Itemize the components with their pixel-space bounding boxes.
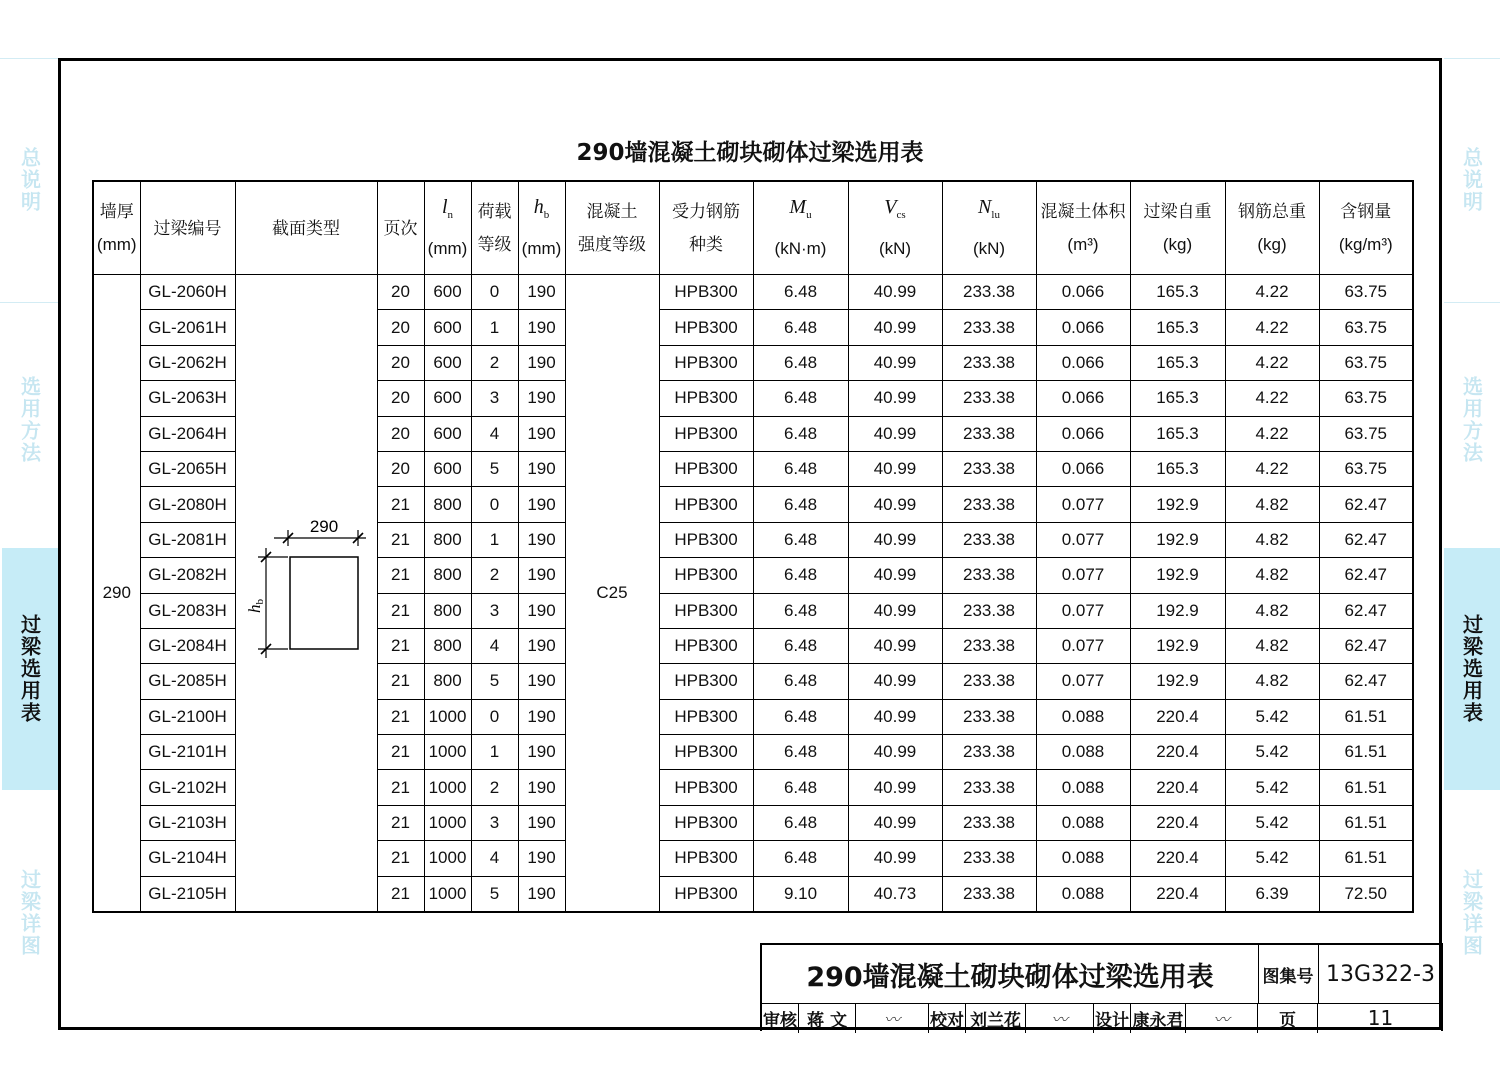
header-concrete-volume: 混凝土体积 (m³) — [1036, 181, 1130, 275]
cell-rebar: HPB300 — [659, 522, 753, 557]
cell-ratio: 62.47 — [1319, 593, 1413, 628]
cell-ln: 800 — [424, 558, 471, 593]
wall-thickness-cell: 290 — [93, 275, 140, 913]
cell-load: 0 — [471, 699, 518, 734]
cell-rebar: HPB300 — [659, 664, 753, 699]
cell-mu: 6.48 — [753, 664, 848, 699]
cell-weight: 220.4 — [1130, 876, 1225, 912]
cell-volume: 0.066 — [1036, 275, 1130, 310]
cell-mu: 6.48 — [753, 275, 848, 310]
review-signature: 〰 — [856, 1003, 929, 1033]
header-steel-weight: 钢筋总重 (kg) — [1225, 181, 1319, 275]
cell-nlu: 233.38 — [942, 558, 1036, 593]
table-body — [93, 275, 1413, 913]
cell-ln: 600 — [424, 381, 471, 416]
header-hb: $h_b$ (mm) — [518, 181, 565, 275]
cell-rebar: HPB300 — [659, 558, 753, 593]
cell-steel: 4.82 — [1225, 522, 1319, 557]
cell-load: 2 — [471, 770, 518, 805]
cell-ratio: 62.47 — [1319, 487, 1413, 522]
cell-code: GL-2103H — [140, 805, 235, 840]
cell-mu: 6.48 — [753, 345, 848, 380]
cell-page: 21 — [377, 770, 424, 805]
cell-page: 21 — [377, 522, 424, 557]
cell-vcs: 40.99 — [848, 593, 942, 628]
cell-rebar: HPB300 — [659, 735, 753, 770]
cell-mu: 6.48 — [753, 381, 848, 416]
check-signature: 〰 — [1026, 1003, 1094, 1033]
cell-volume: 0.088 — [1036, 876, 1130, 912]
cell-page: 21 — [377, 628, 424, 663]
cell-steel: 4.82 — [1225, 628, 1319, 663]
cell-volume: 0.088 — [1036, 770, 1130, 805]
cell-ln: 1000 — [424, 805, 471, 840]
cell-steel: 5.42 — [1225, 735, 1319, 770]
cell-vcs: 40.99 — [848, 664, 942, 699]
concrete-grade-cell: C25 — [565, 275, 659, 913]
cell-ratio: 63.75 — [1319, 416, 1413, 451]
cell-weight: 165.3 — [1130, 275, 1225, 310]
side-tab-table[interactable]: 过梁选用表 — [2, 548, 58, 790]
cell-nlu: 233.38 — [942, 805, 1036, 840]
cell-hb: 190 — [518, 522, 565, 557]
cell-hb: 190 — [518, 735, 565, 770]
cell-vcs: 40.99 — [848, 416, 942, 451]
cell-volume: 0.066 — [1036, 451, 1130, 486]
cell-vcs: 40.99 — [848, 487, 942, 522]
cell-code: GL-2063H — [140, 381, 235, 416]
atlas-number-value: 13G322-3 — [1318, 945, 1443, 1004]
cell-mu: 6.48 — [753, 593, 848, 628]
cell-vcs: 40.73 — [848, 876, 942, 912]
cell-mu: 6.48 — [753, 628, 848, 663]
cell-volume: 0.077 — [1036, 628, 1130, 663]
cell-nlu: 233.38 — [942, 381, 1036, 416]
cell-ratio: 63.75 — [1319, 275, 1413, 310]
cell-page: 20 — [377, 416, 424, 451]
cell-page: 21 — [377, 735, 424, 770]
cell-weight: 192.9 — [1130, 628, 1225, 663]
section-height-label: hb — [244, 599, 266, 614]
cell-vcs: 40.99 — [848, 381, 942, 416]
side-tab-method-right[interactable]: 选用方法 — [1459, 376, 1484, 464]
cell-ln: 1000 — [424, 770, 471, 805]
cell-code: GL-2065H — [140, 451, 235, 486]
cell-hb: 190 — [518, 841, 565, 876]
side-divider — [0, 302, 58, 303]
title-block-title: 290墙混凝土砌块砌体过梁选用表 — [762, 945, 1259, 1004]
cell-page: 21 — [377, 664, 424, 699]
cell-ratio: 61.51 — [1319, 805, 1413, 840]
cell-load: 3 — [471, 805, 518, 840]
cell-ln: 600 — [424, 345, 471, 380]
cell-nlu: 233.38 — [942, 487, 1036, 522]
cell-nlu: 233.38 — [942, 699, 1036, 734]
cell-mu: 6.48 — [753, 310, 848, 345]
cell-vcs: 40.99 — [848, 770, 942, 805]
cell-code: GL-2082H — [140, 558, 235, 593]
cell-steel: 4.22 — [1225, 275, 1319, 310]
cell-load: 3 — [471, 381, 518, 416]
cell-nlu: 233.38 — [942, 841, 1036, 876]
cell-volume: 0.077 — [1036, 593, 1130, 628]
review-label: 审核 — [762, 1003, 799, 1033]
cell-nlu: 233.38 — [942, 345, 1036, 380]
cell-nlu: 233.38 — [942, 522, 1036, 557]
header-wall-thickness: 墙厚 (mm) — [93, 181, 140, 275]
cell-ratio: 62.47 — [1319, 628, 1413, 663]
cell-vcs: 40.99 — [848, 628, 942, 663]
cell-volume: 0.088 — [1036, 699, 1130, 734]
cell-weight: 165.3 — [1130, 451, 1225, 486]
cell-nlu: 233.38 — [942, 593, 1036, 628]
cell-nlu: 233.38 — [942, 735, 1036, 770]
section-diagram — [236, 518, 377, 668]
page-title: 290墙混凝土砌块砌体过梁选用表 — [576, 140, 924, 166]
cell-ln: 1000 — [424, 735, 471, 770]
cell-weight: 165.3 — [1130, 310, 1225, 345]
cell-hb: 190 — [518, 345, 565, 380]
cell-ln: 600 — [424, 451, 471, 486]
cell-load: 5 — [471, 451, 518, 486]
cell-weight: 220.4 — [1130, 841, 1225, 876]
cell-steel: 5.42 — [1225, 699, 1319, 734]
cell-mu: 6.48 — [753, 487, 848, 522]
cell-hb: 190 — [518, 876, 565, 912]
cell-rebar: HPB300 — [659, 275, 753, 310]
page-label: 页 — [1258, 1003, 1318, 1033]
cell-volume: 0.066 — [1036, 381, 1130, 416]
cell-mu: 6.48 — [753, 805, 848, 840]
cell-ln: 1000 — [424, 841, 471, 876]
cell-volume: 0.066 — [1036, 345, 1130, 380]
side-divider — [0, 58, 58, 59]
cell-nlu: 233.38 — [942, 275, 1036, 310]
cell-rebar: HPB300 — [659, 487, 753, 522]
cell-hb: 190 — [518, 275, 565, 310]
cell-code: GL-2104H — [140, 841, 235, 876]
cell-ratio: 61.51 — [1319, 770, 1413, 805]
cell-steel: 4.22 — [1225, 345, 1319, 380]
cell-ln: 1000 — [424, 876, 471, 912]
cell-nlu: 233.38 — [942, 628, 1036, 663]
cell-weight: 165.3 — [1130, 416, 1225, 451]
cell-steel: 4.22 — [1225, 310, 1319, 345]
cell-ratio: 61.51 — [1319, 735, 1413, 770]
cell-hb: 190 — [518, 664, 565, 699]
cell-code: GL-2081H — [140, 522, 235, 557]
cell-page: 20 — [377, 381, 424, 416]
cell-hb: 190 — [518, 699, 565, 734]
cell-nlu: 233.38 — [942, 664, 1036, 699]
header-self-weight: 过梁自重 (kg) — [1130, 181, 1225, 275]
cell-load: 4 — [471, 416, 518, 451]
cell-load: 5 — [471, 876, 518, 912]
header-section-type: 截面类型 — [235, 181, 377, 275]
cell-weight: 220.4 — [1130, 699, 1225, 734]
header-ln: $l_n$ (mm) — [424, 181, 471, 275]
atlas-number-label: 图集号 — [1258, 945, 1319, 1004]
cell-rebar: HPB300 — [659, 770, 753, 805]
header-mu: $M_u$ (kN·m) — [753, 181, 848, 275]
cell-steel: 4.82 — [1225, 664, 1319, 699]
cell-steel: 4.22 — [1225, 451, 1319, 486]
cell-volume: 0.088 — [1036, 841, 1130, 876]
cell-steel: 4.22 — [1225, 381, 1319, 416]
side-divider — [1444, 58, 1500, 59]
cell-weight: 220.4 — [1130, 805, 1225, 840]
cell-mu: 9.10 — [753, 876, 848, 912]
cell-steel: 6.39 — [1225, 876, 1319, 912]
cell-nlu: 233.38 — [942, 876, 1036, 912]
cell-load: 1 — [471, 522, 518, 557]
cell-rebar: HPB300 — [659, 345, 753, 380]
cell-vcs: 40.99 — [848, 805, 942, 840]
cell-hb: 190 — [518, 593, 565, 628]
cell-rebar: HPB300 — [659, 310, 753, 345]
cell-weight: 220.4 — [1130, 735, 1225, 770]
cell-ln: 1000 — [424, 699, 471, 734]
side-tab-detail[interactable]: 过梁详图 — [17, 869, 42, 957]
cell-code: GL-2083H — [140, 593, 235, 628]
design-name: 康永君 — [1131, 1003, 1186, 1033]
side-divider — [1444, 302, 1500, 303]
cell-hb: 190 — [518, 628, 565, 663]
cell-page: 21 — [377, 876, 424, 912]
table-row — [93, 275, 1413, 310]
cell-vcs: 40.99 — [848, 558, 942, 593]
cell-weight: 192.9 — [1130, 522, 1225, 557]
cell-hb: 190 — [518, 451, 565, 486]
cell-code: GL-2060H — [140, 275, 235, 310]
cell-weight: 165.3 — [1130, 381, 1225, 416]
header-rebar-type: 受力钢筋 种类 — [659, 181, 753, 275]
cell-steel: 4.82 — [1225, 487, 1319, 522]
cell-volume: 0.077 — [1036, 487, 1130, 522]
cell-volume: 0.088 — [1036, 805, 1130, 840]
cell-mu: 6.48 — [753, 451, 848, 486]
cell-ratio: 63.75 — [1319, 310, 1413, 345]
check-label: 校对 — [929, 1003, 966, 1033]
cell-rebar: HPB300 — [659, 805, 753, 840]
cell-vcs: 40.99 — [848, 310, 942, 345]
cell-steel: 4.82 — [1225, 593, 1319, 628]
cell-mu: 6.48 — [753, 416, 848, 451]
cell-weight: 192.9 — [1130, 487, 1225, 522]
header-page: 页次 — [377, 181, 424, 275]
cell-hb: 190 — [518, 805, 565, 840]
side-tab-method[interactable]: 选用方法 — [17, 376, 42, 464]
cell-code: GL-2102H — [140, 770, 235, 805]
header-load-grade: 荷载 等级 — [471, 181, 518, 275]
cell-weight: 192.9 — [1130, 593, 1225, 628]
cell-ratio: 72.50 — [1319, 876, 1413, 912]
cell-rebar: HPB300 — [659, 381, 753, 416]
cell-ln: 800 — [424, 664, 471, 699]
cell-mu: 6.48 — [753, 522, 848, 557]
cell-load: 1 — [471, 310, 518, 345]
cell-page: 21 — [377, 558, 424, 593]
side-tab-detail-right[interactable]: 过梁详图 — [1459, 869, 1484, 957]
cell-volume: 0.077 — [1036, 558, 1130, 593]
cell-mu: 6.48 — [753, 770, 848, 805]
cell-rebar: HPB300 — [659, 876, 753, 912]
cell-page: 20 — [377, 451, 424, 486]
cell-load: 2 — [471, 558, 518, 593]
cell-page: 20 — [377, 310, 424, 345]
cell-vcs: 40.99 — [848, 275, 942, 310]
cell-code: GL-2105H — [140, 876, 235, 912]
cell-rebar: HPB300 — [659, 841, 753, 876]
header-lintel-code: 过梁编号 — [140, 181, 235, 275]
table-header-row — [93, 181, 1413, 275]
section-width-label: 290 — [309, 518, 338, 537]
cell-rebar: HPB300 — [659, 699, 753, 734]
cell-page: 20 — [377, 275, 424, 310]
review-name: 蒋 文 — [799, 1003, 856, 1033]
cell-ratio: 61.51 — [1319, 699, 1413, 734]
cell-vcs: 40.99 — [848, 841, 942, 876]
cell-code: GL-2100H — [140, 699, 235, 734]
cell-rebar: HPB300 — [659, 416, 753, 451]
cell-code: GL-2101H — [140, 735, 235, 770]
cell-mu: 6.48 — [753, 735, 848, 770]
cell-code: GL-2080H — [140, 487, 235, 522]
cell-steel: 5.42 — [1225, 841, 1319, 876]
cell-nlu: 233.38 — [942, 770, 1036, 805]
cell-nlu: 233.38 — [942, 416, 1036, 451]
cell-ln: 800 — [424, 487, 471, 522]
cell-ratio: 63.75 — [1319, 381, 1413, 416]
cell-hb: 190 — [518, 416, 565, 451]
header-nlu: $N_{lu}$ (kN) — [942, 181, 1036, 275]
cell-hb: 190 — [518, 770, 565, 805]
cell-ln: 600 — [424, 310, 471, 345]
cell-rebar: HPB300 — [659, 628, 753, 663]
cell-code: GL-2064H — [140, 416, 235, 451]
cell-volume: 0.077 — [1036, 664, 1130, 699]
cell-page: 21 — [377, 487, 424, 522]
cell-ratio: 62.47 — [1319, 558, 1413, 593]
cell-mu: 6.48 — [753, 841, 848, 876]
cell-load: 0 — [471, 487, 518, 522]
cell-vcs: 40.99 — [848, 451, 942, 486]
cell-hb: 190 — [518, 310, 565, 345]
cell-page: 21 — [377, 841, 424, 876]
cell-page: 20 — [377, 345, 424, 380]
cell-rebar: HPB300 — [659, 593, 753, 628]
cell-code: GL-2084H — [140, 628, 235, 663]
cell-volume: 0.066 — [1036, 310, 1130, 345]
cell-ratio: 62.47 — [1319, 522, 1413, 557]
cell-code: GL-2085H — [140, 664, 235, 699]
cell-ratio: 61.51 — [1319, 841, 1413, 876]
cell-code: GL-2061H — [140, 310, 235, 345]
title-block — [760, 943, 1443, 1031]
side-tab-table-right[interactable]: 过梁选用表 — [1444, 548, 1500, 790]
cell-page: 21 — [377, 699, 424, 734]
cell-vcs: 40.99 — [848, 699, 942, 734]
cell-volume: 0.077 — [1036, 522, 1130, 557]
cell-vcs: 40.99 — [848, 522, 942, 557]
section-type-cell — [235, 275, 377, 913]
cell-weight: 192.9 — [1130, 558, 1225, 593]
cell-weight: 165.3 — [1130, 345, 1225, 380]
cell-nlu: 233.38 — [942, 451, 1036, 486]
cell-ln: 600 — [424, 275, 471, 310]
cell-load: 4 — [471, 841, 518, 876]
cell-volume: 0.088 — [1036, 735, 1130, 770]
cell-load: 1 — [471, 735, 518, 770]
cell-ln: 800 — [424, 628, 471, 663]
side-tab-general-right[interactable]: 总说明 — [1459, 147, 1484, 213]
page-number: 11 — [1367, 1006, 1394, 1030]
cell-load: 4 — [471, 628, 518, 663]
cell-page: 21 — [377, 593, 424, 628]
cell-steel: 4.22 — [1225, 416, 1319, 451]
cell-ratio: 62.47 — [1319, 664, 1413, 699]
design-signature: 〰 — [1186, 1003, 1258, 1033]
cell-steel: 4.82 — [1225, 558, 1319, 593]
cell-rebar: HPB300 — [659, 451, 753, 486]
header-concrete-grade: 混凝土 强度等级 — [565, 181, 659, 275]
cell-hb: 190 — [518, 487, 565, 522]
check-name: 刘兰花 — [966, 1003, 1026, 1033]
cell-page: 21 — [377, 805, 424, 840]
cell-ratio: 63.75 — [1319, 451, 1413, 486]
cell-ratio: 63.75 — [1319, 345, 1413, 380]
cell-code: GL-2062H — [140, 345, 235, 380]
cell-weight: 220.4 — [1130, 770, 1225, 805]
cell-volume: 0.066 — [1036, 416, 1130, 451]
lintel-selection-table — [92, 180, 1414, 913]
header-vcs: $V_{cs}$ (kN) — [848, 181, 942, 275]
cell-ln: 800 — [424, 522, 471, 557]
cell-vcs: 40.99 — [848, 345, 942, 380]
cell-mu: 6.48 — [753, 699, 848, 734]
header-steel-ratio: 含钢量 (kg/m³) — [1319, 181, 1413, 275]
cell-ln: 600 — [424, 416, 471, 451]
cell-hb: 190 — [518, 558, 565, 593]
cell-load: 2 — [471, 345, 518, 380]
cell-weight: 192.9 — [1130, 664, 1225, 699]
cell-load: 5 — [471, 664, 518, 699]
cell-ln: 800 — [424, 593, 471, 628]
cell-vcs: 40.99 — [848, 735, 942, 770]
cell-steel: 5.42 — [1225, 770, 1319, 805]
cell-steel: 5.42 — [1225, 805, 1319, 840]
cell-load: 0 — [471, 275, 518, 310]
cell-mu: 6.48 — [753, 558, 848, 593]
cell-nlu: 233.38 — [942, 310, 1036, 345]
cell-hb: 190 — [518, 381, 565, 416]
cell-load: 3 — [471, 593, 518, 628]
side-tab-general[interactable]: 总说明 — [17, 147, 42, 213]
design-label: 设计 — [1094, 1003, 1131, 1033]
